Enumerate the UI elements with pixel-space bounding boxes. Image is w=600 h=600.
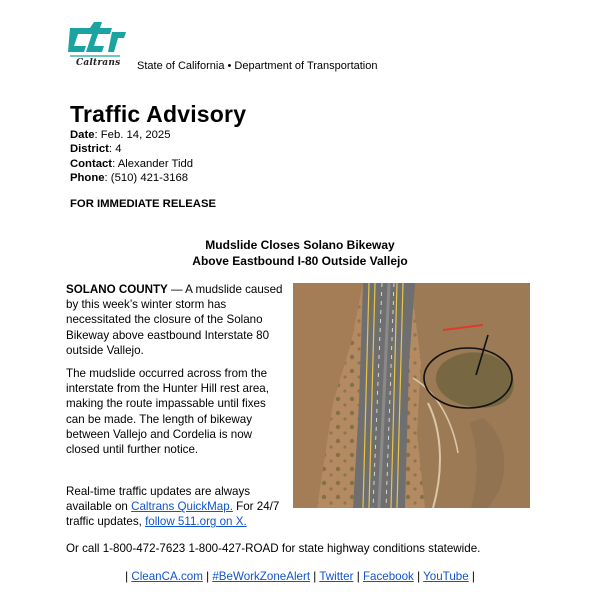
footer-links	[0, 570, 600, 583]
paragraph-3-text-a: Real-time traffic updates are always available on	[66, 485, 251, 514]
phone-label: Phone	[70, 172, 105, 185]
paragraph-3-text-b: For 24/7 traffic updates,	[66, 500, 280, 529]
contact-label: Contact	[70, 157, 113, 170]
beworkzonealert-link[interactable]: #BeWorkZoneAlert	[212, 570, 311, 583]
agency-line: State of California • Department of Transportation	[137, 60, 378, 72]
footer-sep: |	[413, 570, 424, 583]
contact-value: : Alexander Tidd	[112, 157, 194, 170]
paragraph-2: The mudslide occurred across from the interstate from the Hunter Hill rest area, making the route impassable until fixes can be made. The length of bikeway between Vallejo and Cordelia is now closed until further notice.	[66, 367, 269, 457]
dateline: SOLANO COUNTY	[66, 283, 168, 296]
cleanca-link[interactable]: CleanCA.com	[131, 570, 203, 583]
footer-sep: |	[468, 570, 475, 583]
footer-sep: |	[310, 570, 320, 583]
district-value: : 4	[108, 143, 122, 156]
caltrans-wordmark: Caltrans	[76, 58, 121, 68]
footer-sep: |	[202, 570, 213, 583]
footer-sep: |	[353, 570, 363, 583]
paragraph-3	[66, 484, 284, 530]
page-title: Traffic Advisory	[70, 101, 247, 127]
date-value: : Feb. 14, 2025	[94, 129, 171, 141]
phone-line: Or call 1-800-472-7623 1-800-427-ROAD for state highway conditions statewide.	[66, 542, 481, 555]
quickmap-link[interactable]: Caltrans QuickMap.	[131, 500, 233, 514]
paragraph-1	[66, 282, 284, 358]
youtube-link[interactable]: YouTube	[423, 570, 469, 583]
aerial-photo	[293, 283, 530, 508]
advisory-meta	[70, 128, 193, 186]
contact-row	[70, 157, 193, 171]
date-label: Date	[70, 129, 95, 141]
follow-511-link[interactable]: follow 511.org on X.	[145, 515, 247, 529]
date-row	[70, 128, 193, 142]
district-label: District	[70, 143, 109, 156]
facebook-link[interactable]: Facebook	[362, 570, 414, 583]
release-notice: FOR IMMEDIATE RELEASE	[70, 198, 217, 210]
twitter-link[interactable]: Twitter	[319, 570, 354, 583]
phone-value: : (510) 421-3168	[104, 172, 189, 185]
headline-line-2: Above Eastbound I-80 Outside Vallejo	[192, 253, 408, 268]
headline-line-1: Mudslide Closes Solano Bikeway	[205, 238, 395, 252]
headline	[150, 238, 450, 269]
footer-sep: |	[125, 570, 132, 583]
paragraph-1-text: — A mudslide caused by this week’s winter storm has necessitated the closure of the Solano Bikeway above eastbound Interstate 80 outside Vallejo.	[66, 283, 283, 357]
phone-row	[70, 171, 193, 185]
district-row	[70, 142, 193, 156]
